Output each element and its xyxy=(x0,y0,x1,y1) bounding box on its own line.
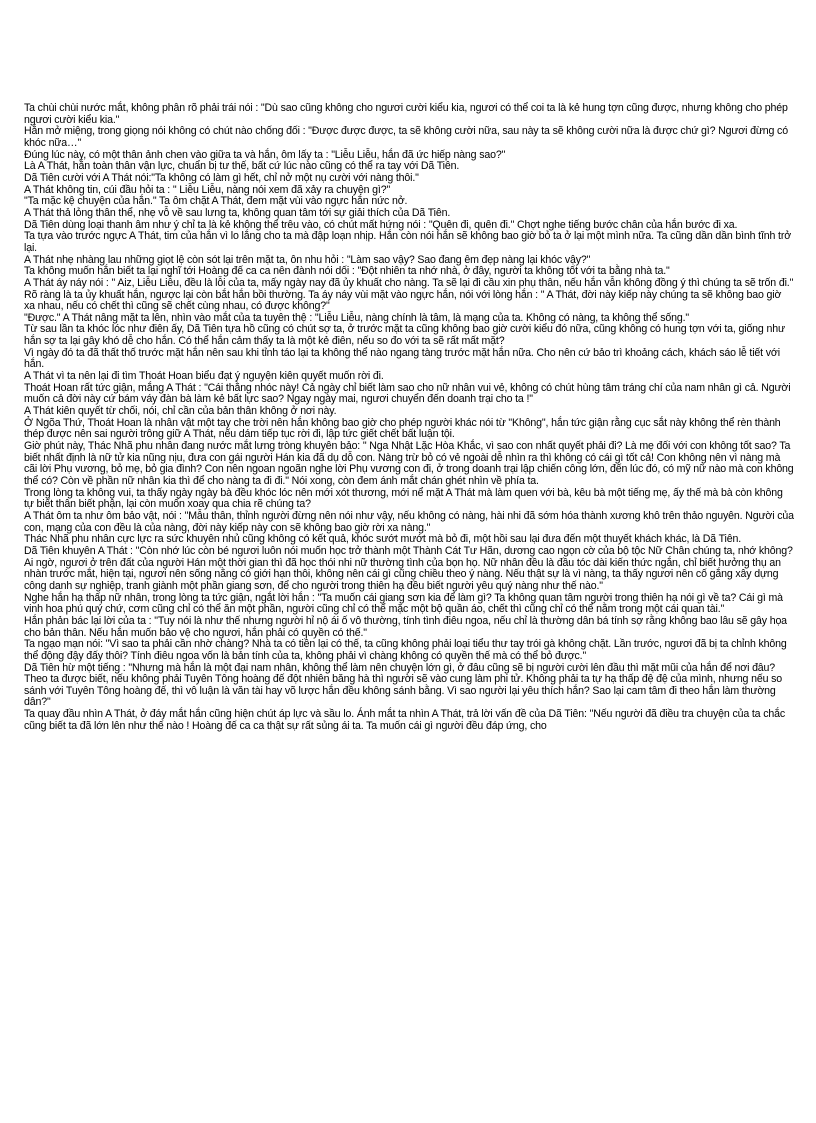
paragraph: A Thát kiên quyết từ chối, nói, chỉ cần của bản thân không ở nơi này. xyxy=(24,405,337,418)
paragraph: Đúng lúc này, có một thân ảnh chen vào giữa ta và hắn, ôm lấy ta : "Liễu Liễu, hắn đã ức hiếp nàng sao?" xyxy=(24,148,506,161)
paragraph: Thoát Hoan rất tức giận, mắng A Thát : "Cái thằng nhóc này! Cả ngày chỉ biết làm sao cho nữ nhân vui vẻ, không có chút hùng tâm tráng chí của nam nhân gì cả. Người muốn cả đời này cứ bám váy đàn bà làm kẻ bất lực sao? Ngay ngày mai, ngươi chuyển đến doanh trại cho ta !" xyxy=(24,381,791,406)
paragraph: Ta tựa vào trước ngực A Thát, tim của hắn vì lo lắng cho ta mà đập loạn nhịp. Hắn còn nói hắn sẽ không bao giờ bỏ ta ở lại một mình nữa. Ta cũng dần dần bình tĩnh trở lại. xyxy=(24,230,792,254)
paragraph: A Thát không tin, cúi đầu hỏi ta : " Liễu Liễu, nàng nói xem đã xảy ra chuyện gì?" xyxy=(24,183,391,196)
paragraph: Nghe hắn hạ thấp nữ nhân, trong lòng ta tức giận, ngắt lời hắn : "Ta muốn cái giang sơn kia để làm gì? Ta không quan tâm người trong thiên hạ nói gì về ta? Cái gì mà vinh hoa phú quý chứ, cơm cũng chỉ có thể ăn một phần, người cũng chỉ có thể mặc một bộ quần áo, chết thì cũng chỉ có thể nằm trong một cái quan tài." xyxy=(24,591,783,616)
paragraph: Dã Tiên cười với A Thát nói:"Ta không có làm gì hết, chỉ nở một nụ cười với nàng thôi." xyxy=(24,171,419,184)
paragraph: Ta quay đầu nhìn A Thát, ở đáy mắt hắn cũng hiện chút áp lực và sầu lo. Ánh mắt ta nhìn A Thát, trả lời vấn đề của Dã Tiên: "Nếu người đã điều tra chuyện của ta chắc cũng biết ta đã lớn lên như thế nào ! Hoàng đế ca ca thật sự rất sủng ái ta. Ta muốn cái gì người đều đáp ứng, cho xyxy=(24,708,785,732)
paragraph: Ta chùi chùi nước mắt, không phân rõ phải trái nói : "Dù sao cũng không cho ngươi cười kiểu kia, ngươi có thể coi ta là kẻ hung tợn cũng được, nhưng không cho phép ngươi cười kiểu kia." xyxy=(24,102,788,126)
paragraph: Là A Thát, hắn toàn thân vận lực, chuẩn bị tư thế, bất cứ lúc nào cũng có thể ra tay với Dã Tiên. xyxy=(24,160,460,173)
paragraph: A Thát áy náy nói : " Aiz, Liễu Liễu, đều là lỗi của ta, mấy ngày nay đã ủy khuất cho nàng. Ta sẽ lại đi cầu xin phụ thân, nếu hắn vẫn không đồng ý thì chúng ta sẽ trốn đi." xyxy=(24,276,794,289)
paragraph: Rõ ràng là ta ủy khuất hắn, ngược lại còn bắt hắn bồi thường. Ta áy náy vùi mặt vào ngực hắn, nói với lòng hắn : " A Thát, đời này kiếp này chúng ta sẽ không bao giờ xa nhau, nếu có chết thì cũng sẽ chết cùng nhau, có được không?" xyxy=(24,288,782,313)
paragraph: Ở Ngõa Thứ, Thoát Hoan là nhân vật một tay che trời nên hắn không bao giờ cho phép người khác nói từ "Không", hắn tức giận rằng cục sắt này không thể rèn thành thép được nên sai người trông giữ A Thát, nếu dám tiếp tục rời đi, lập tức giết chết bất luận tội. xyxy=(24,416,781,441)
paragraph: Thác Nhã phu nhân cực lực ra sức khuyên nhủ cũng không có kết quả, khóc sướt mướt mà bỏ đi, một hồi sau lại đưa đến một thuyết khách khác, là Dã Tiên. xyxy=(24,533,742,546)
paragraph: Dã Tiên khuyên A Thát : "Còn nhớ lúc còn bé ngươi luôn nói muốn học trở thành một Thành Cát Tư Hãn, dương cao ngọn cờ của bộ tộc Nữ Chân chúng ta, nhớ không? Ai ngờ, ngươi ở trên đất của người Hán một thời gian thì đã học thói nhi nữ thường tình của bọn họ. Nữ nhân đều là đầu tóc dài kiến thức ngắn, chỉ biết hưởng thụ an nhàn trước mắt, hiện tại, ngươi nên sống nằng có giới hạn thôi, không nên cái gì cũng chiều theo ý nàng. Nếu thật sự là vì nàng, ta thấy ngươi nên cố gắng xây dựng công danh sự nghiệp, tranh giành một phần giang sơn, để cho người trong thiên hạ đều biết người yêu quý nàng như thế nào." xyxy=(24,544,793,592)
document-page xyxy=(24,103,794,732)
paragraph: Trong lòng ta không vui, ta thấy ngày ngày bà đều khóc lóc nên mới xót thương, mới nể mặt A Thát mà làm quen với bà, kêu bà một tiếng mẹ, ấy thế mà bà còn không tự biết thân biết phận, lại còn muốn xoay qua chia rẽ chúng ta? xyxy=(24,486,783,511)
paragraph: A Thát vì ta nên lại đi tìm Thoát Hoan biểu đạt ý nguyện kiên quyết muốn rời đi. xyxy=(24,370,384,383)
paragraph: Giờ phút này, Thác Nhã phu nhân đang nước mắt lưng tròng khuyên bảo: " Nga Nhật Lặc Hòa Khắc, vì sao con nhất quyết phải đi? Là mẹ đối với con không tốt sao? Ta biết nhất định là nữ tử kia nũng nịu, đưa con gái người Hán kia đã dụ dỗ con. Nàng trừ bỏ có vẻ ngoài dễ nhìn ra thì không có cái gì tốt cả! Con không nên vì nàng mà cãi lời Phụ vương, bỏ mẹ, bỏ gia đình? Con nên ngoan ngoãn nghe lời Phụ vương con đi, ở trong doanh trại lập chiến công lớn, đến lúc đó, có mỹ nữ nào mà con không thể có? Còn về phần nữ nhân kia thì để cho nàng ta đi đi." Nói xong, còn đem ánh mắt chán ghét nhìn về phía ta. xyxy=(24,440,794,487)
paragraph: Dã Tiên dùng loại thanh âm như ý chỉ ta là kẻ không thể trêu vào, có chút mất hứng nói : "Quên đi, quên đi." Chợt nghe tiếng bước chân của hắn bước đi xa. xyxy=(24,218,738,231)
paragraph: Ta ngạo mạn nói: "Vì sao ta phải cần nhờ chàng? Nhà ta có tiền lại có thế, ta cũng không phải loại tiểu thư tay trói gà không chặt. Lần trước, ngươi đã bị ta chỉnh không thể động đậy đấy thôi? Tính điêu ngoa vốn là bản tính của ta, không phải vì chàng không có quyền thế mà có thể bỏ được." xyxy=(24,638,787,662)
paragraph: Dã Tiên hừ một tiếng : "Nhưng mà hắn là một đại nam nhân, không thể làm nên chuyện lớn gì, ở đâu cũng sẽ bị người cười lên đầu thì mặt mũi của hắn để nơi đâu? Theo ta được biết, nếu không phải Tuyên Tông hoàng đế đột nhiên băng hà thì người sẽ vào cung làm phi tử. Không phải ta tự hạ thấp đệ đệ của mình, nhưng nếu so sánh với Tuyên Tông hoàng đế, thì vô luận là văn tài hay võ lược hắn đều không sánh bằng. Vì sao người lại yêu thích hắn? Sao lại cam tâm đi theo hắn làm thường dân?" xyxy=(24,661,782,709)
paragraph: Từ sau lần ta khóc lóc như điên ấy, Dã Tiên tựa hồ cũng có chút sợ ta, ở trước mặt ta cũng không bao giờ cười kiểu đó nữa, cũng không có hung tợn với ta, giống như hắn sợ ta lại gây khó dễ cho hắn. Có thể hắn cảm thấy ta là một kẻ điên, nếu so đo với ta sẽ rất mất mặt? xyxy=(24,323,785,348)
paragraph: A Thát ôm ta như ôm bảo vật, nói : "Mẫu thân, thỉnh người đừng nên nói như vậy, nếu không có nàng, hài nhi đã sớm hóa thành xương khô trên thảo nguyên. Người của con, mạng của con đều là của nàng, đời này kiếp này con sẽ không bao giờ rời xa nàng." xyxy=(24,509,794,534)
paragraph: A Thát thả lỏng thân thể, nhẹ vỗ về sau lưng ta, không quan tâm tới sự giải thích của Dã Tiên. xyxy=(24,206,451,219)
paragraph: Vì ngày đó ta đã thất thố trước mặt hắn nên sau khi tỉnh táo lại ta không thể nào ngang tàng trước mặt hắn nữa. Cho nên cứ bảo trì khoảng cách, khách sáo lễ tiết với hắn. xyxy=(24,346,780,371)
paragraph: Hắn mở miệng, trong giọng nói không có chút nào chống đối : "Được được được, ta sẽ không cười nữa, sau này ta sẽ không cười nữa là được chứ gì? Ngươi đừng có khóc nữa…" xyxy=(24,125,788,149)
paragraph: Ta không muốn hắn biết ta lại nghĩ tới Hoàng đế ca ca nên đành nói dối : "Đột nhiên ta nhớ nhà, ở đây, người ta không tốt với ta bằng nhà ta." xyxy=(24,265,670,278)
paragraph: A Thát nhẹ nhàng lau những giọt lệ còn sót lại trên mặt ta, ôn nhu hỏi : "Làm sao vậy? Sao đang êm đẹp nàng lại khóc vậy?" xyxy=(24,253,591,266)
paragraph: "Ta mặc kệ chuyện của hắn." Ta ôm chặt A Thát, đem mặt vùi vào ngực hắn nức nở. xyxy=(24,195,408,208)
paragraph: "Được." A Thát nâng mặt ta lên, nhìn vào mắt của ta tuyên thệ : "Liễu Liễu, nàng chính là tâm, là mạng của ta. Không có nàng, ta không thể sống." xyxy=(24,311,689,324)
paragraph: Hắn phản bác lại lời của ta : "Tuy nói là như thế nhưng người hỉ nộ ái ố vô thường, tính tình điêu ngoa, nếu chỉ là thường dân bá tính sợ rằng không bao lâu sẽ gây họa cho bản thân. Nếu hắn muốn bảo vệ cho ngươi, hắn phải có quyền có thế." xyxy=(24,614,787,639)
